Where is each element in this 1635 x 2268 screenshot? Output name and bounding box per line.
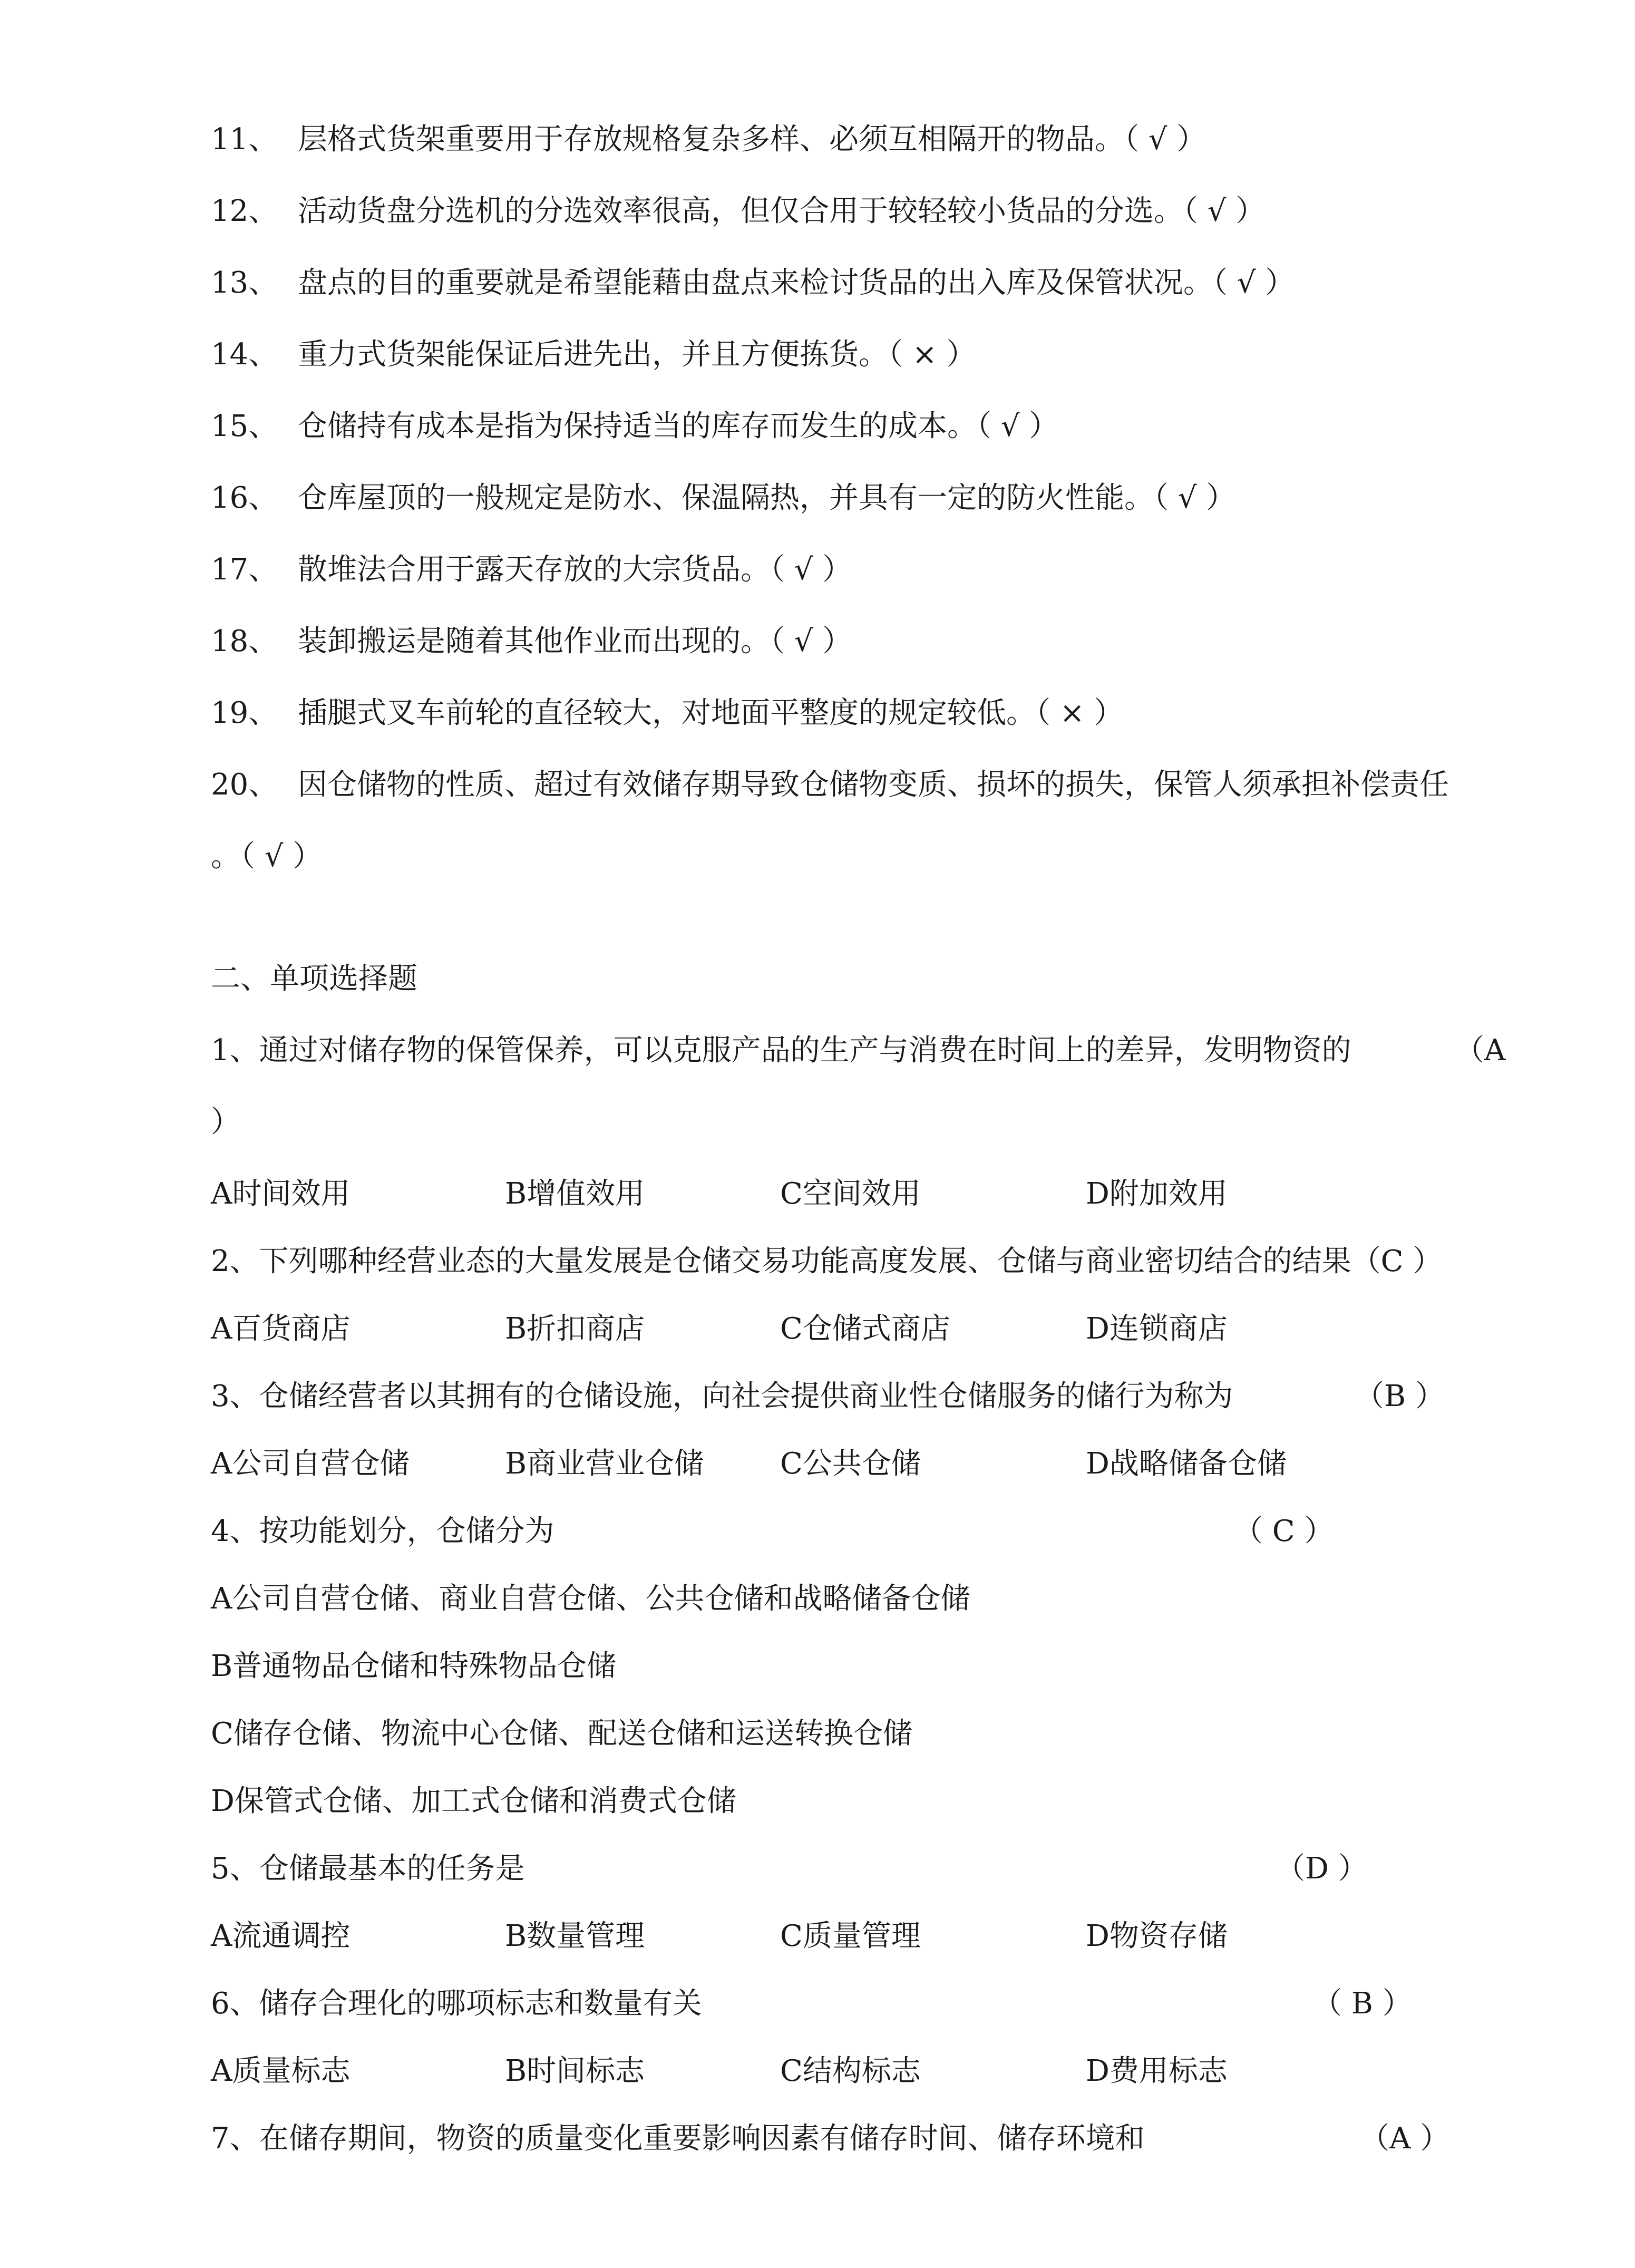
option-b: B商业营业仓储 (505, 1447, 704, 1481)
item-number: 12、 (211, 194, 278, 228)
item-text: 因仓储物的性质、超过有效储存期导致仓储物变质、损坏的损失，保管人须承担补偿责任 (298, 768, 1449, 802)
item-number: 18、 (211, 624, 278, 658)
item-text: 盘点的目的重要就是希望能藉由盘点来检讨货品的出入库及保管状况。（ √ ） (298, 266, 1295, 300)
tf-item-20-continuation: 。（ √ ） (211, 839, 323, 874)
question-7-stem: 7、在储存期间，物资的质量变化重要影响因素有储存时间、储存环境和 (211, 2121, 1145, 2156)
option-d: D战略储备仓储 (1086, 1447, 1287, 1481)
question-3-answer: （B ） (1355, 1379, 1445, 1413)
question-6-stem: 6、储存合理化的哪项标志和数量有关 (211, 1986, 702, 2021)
item-text: 层格式货架重要用于存放规格复杂多样、必须互相隔开的物品。（ √ ） (298, 122, 1206, 157)
item-text: 活动货盘分选机的分选效率很高，但仅合用于较轻较小货品的分选。（ √ ） (298, 194, 1266, 228)
item-number: 20、 (211, 768, 278, 802)
option-c: C质量管理 (780, 1919, 921, 1953)
question-4-option-a: A公司自营仓储、商业自营仓储、公共仓储和战略储备仓储 (211, 1582, 970, 1616)
option-d: D连锁商店 (1086, 1312, 1228, 1346)
option-d: D附加效用 (1086, 1177, 1228, 1211)
option-a: A流通调控 (211, 1919, 351, 1953)
item-text: 仓储持有成本是指为保持适当的库存而发生的成本。（ √ ） (298, 409, 1059, 443)
question-4-stem: 4、按功能划分，仓储分为 (211, 1514, 554, 1548)
option-c: C仓储式商店 (780, 1312, 950, 1346)
option-d: D费用标志 (1086, 2054, 1228, 2088)
option-d: D物资存储 (1086, 1919, 1228, 1953)
section-title: 二、单项选择题 (211, 962, 417, 996)
item-number: 11、 (211, 122, 278, 157)
question-5-stem: 5、仓储最基本的任务是 (211, 1852, 525, 1886)
question-4-option-b: B普通物品仓储和特殊物品仓储 (211, 1649, 617, 1683)
question-4-answer: （ C ） (1233, 1514, 1334, 1548)
question-1-stem: 1、通过对储存物的保管保养，可以克服产品的生产与消费在时间上的差异，发明物资的 (211, 1033, 1351, 1068)
item-number: 15、 (211, 409, 278, 443)
question-1-answer: （A (1455, 1033, 1506, 1068)
option-c: C公共仓储 (780, 1447, 921, 1481)
item-number: 13、 (211, 266, 278, 300)
option-c: C结构标志 (780, 2054, 921, 2088)
option-c: C空间效用 (780, 1177, 921, 1211)
item-text: 插腿式叉车前轮的直径较大，对地面平整度的规定较低。（ × ） (298, 696, 1124, 730)
question-3-stem: 3、仓储经营者以其拥有的仓储设施，向社会提供商业性仓储服务的储行为称为 (211, 1379, 1233, 1413)
question-7-answer: （A ） (1360, 2121, 1450, 2156)
question-4-option-d: D保管式仓储、加工式仓储和消费式仓储 (211, 1784, 736, 1818)
option-b: B折扣商店 (505, 1312, 645, 1346)
option-a: A百货商店 (211, 1312, 351, 1346)
option-a: A时间效用 (211, 1177, 351, 1211)
item-text: 仓库屋顶的一般规定是防水、保温隔热，并具有一定的防火性能。（ √ ） (298, 481, 1236, 515)
item-number: 17、 (211, 553, 278, 587)
item-number: 14、 (211, 337, 278, 372)
question-5-answer: （D ） (1276, 1852, 1368, 1886)
question-6-answer: （ B ） (1312, 1986, 1412, 2021)
question-4-option-c: C储存仓储、物流中心仓储、配送仓储和运送转换仓储 (211, 1717, 912, 1751)
option-b: B数量管理 (505, 1919, 645, 1953)
item-number: 16、 (211, 481, 278, 515)
item-number: 19、 (211, 696, 278, 730)
option-b: B增值效用 (505, 1177, 645, 1211)
item-text: 重力式货架能保证后进先出，并且方便拣货。（ × ） (298, 337, 976, 372)
question-1-answer-close: ） (211, 1105, 240, 1139)
option-a: A公司自营仓储 (211, 1447, 410, 1481)
question-2-stem: 2、下列哪种经营业态的大量发展是仓储交易功能高度发展、仓储与商业密切结合的结果（C ） (211, 1244, 1443, 1278)
item-text: 散堆法合用于露天存放的大宗货品。（ √ ） (298, 553, 852, 587)
item-text: 装卸搬运是随着其他作业而出现的。（ √ ） (298, 624, 852, 658)
option-a: A质量标志 (211, 2054, 351, 2088)
option-b: B时间标志 (505, 2054, 645, 2088)
